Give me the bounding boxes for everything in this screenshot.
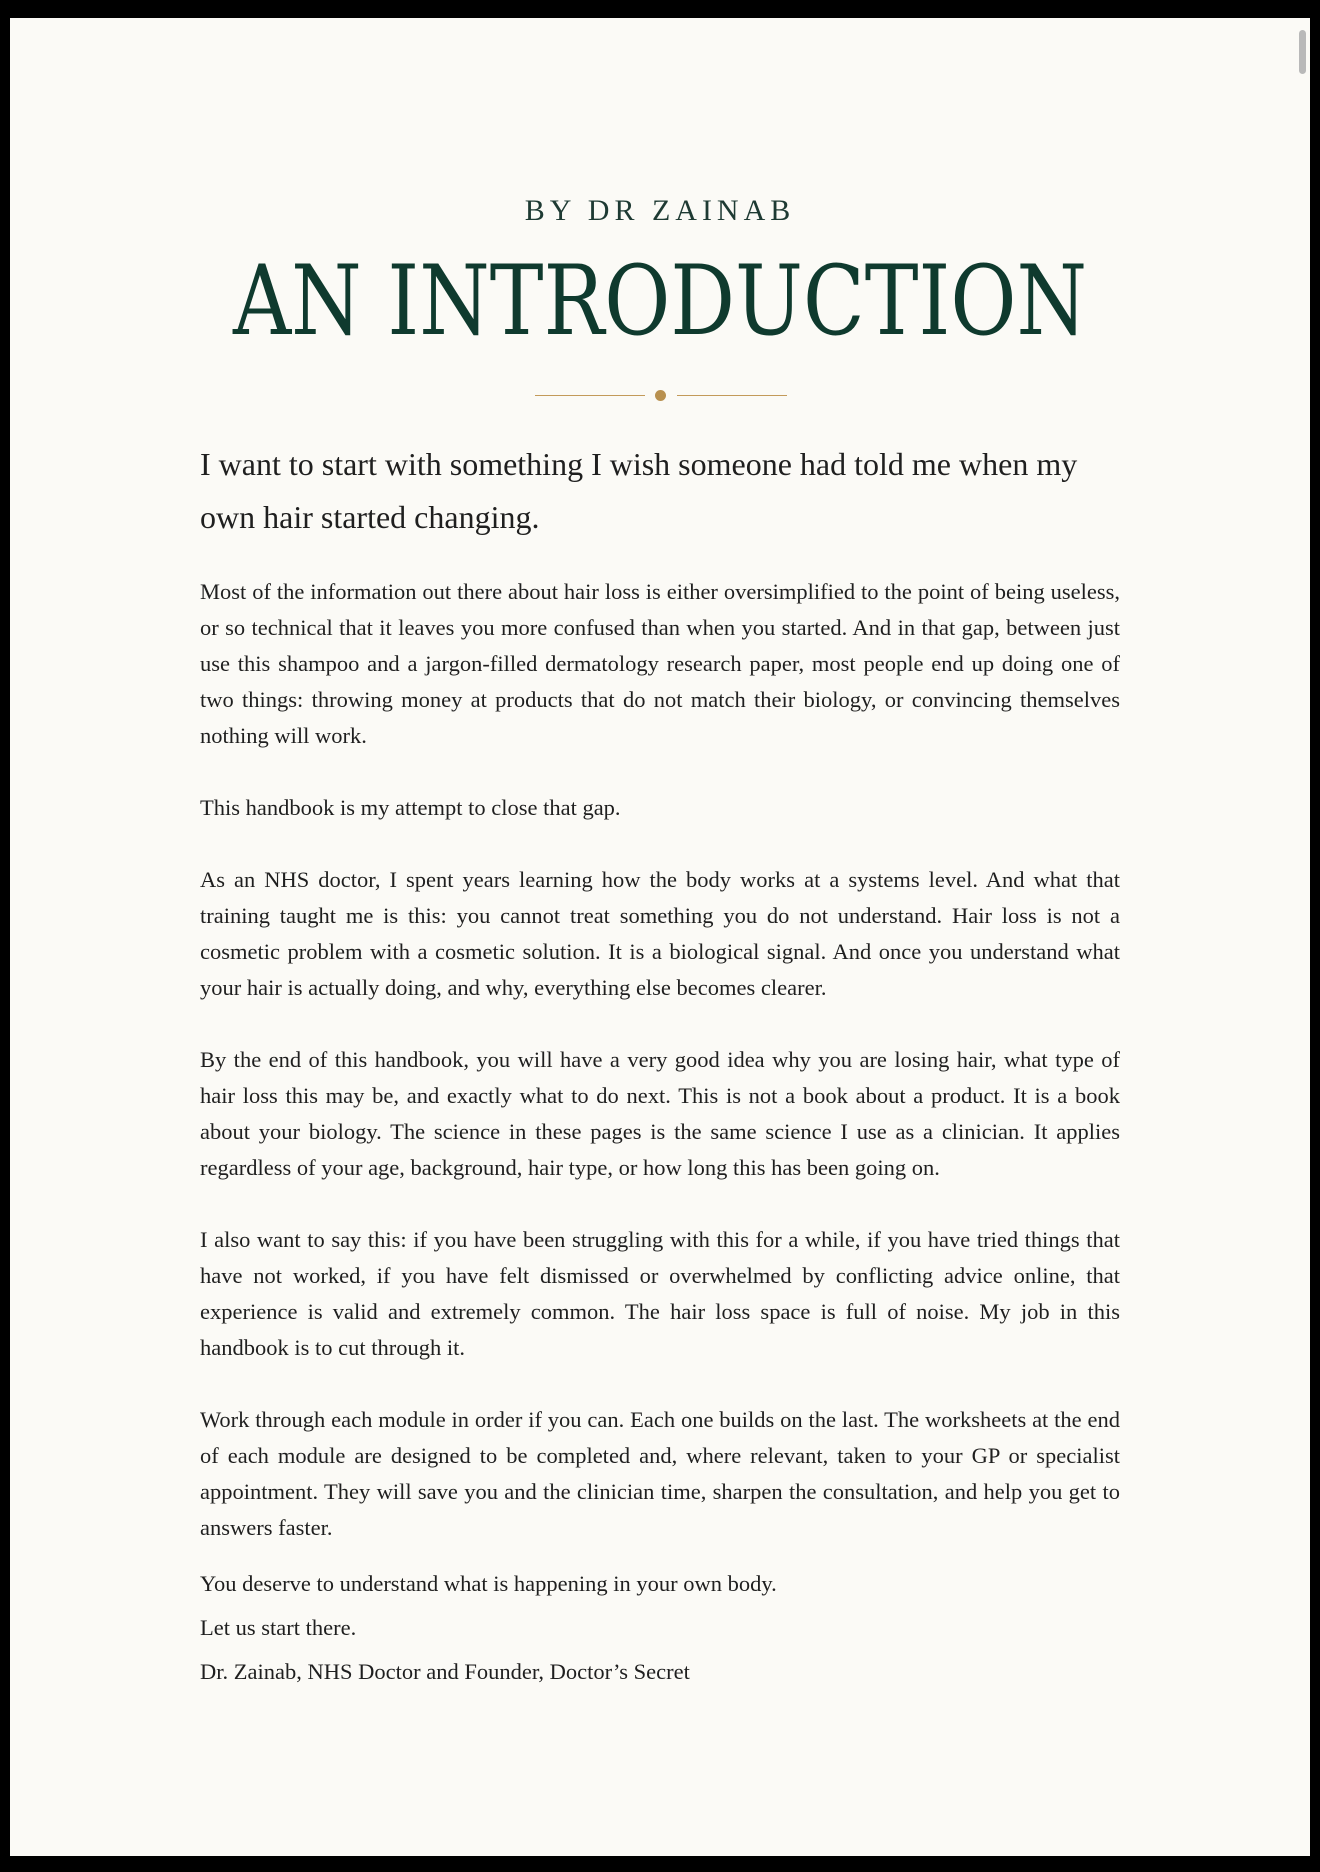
body-paragraph: I also want to say this: if you have been struggling with this for a while, if you have tried things that have not worked, if you have felt dismissed or overwhelmed by conflicting advice online, that experience is valid and extremely common. The hair loss space is full of noise. My job in this handbook is to cut through it. — [200, 1227, 1120, 1360]
author-signature: Dr. Zainab, NHS Doctor and Founder, Doctor’s Secret — [200, 1659, 690, 1684]
divider-dot-icon — [655, 390, 666, 401]
divider-line-left — [535, 395, 645, 396]
title-divider-ornament — [535, 389, 787, 403]
author-byline: BY DR ZAINAB — [524, 194, 796, 227]
body-paragraph: By the end of this handbook, you will have a very good idea why you are losing hair, what type of hair loss this may be, and exactly what to do next. This is not a book about a product. It is a book about your biology. The science in these pages is the same science I use as a clinician. It applies regardless of your age, background, hair type, or how long this has been going on. — [200, 1047, 1120, 1180]
document-page — [10, 18, 1310, 1856]
body-paragraph: As an NHS doctor, I spent years learning how the body works at a systems level. And what that training taught me is this: you cannot treat something you do not understand. Hair loss is not a cosmetic problem with a cosmetic solution. It is a biological signal. And once you understand what your hair is actually doing, and why, everything else becomes clearer. — [200, 867, 1120, 1000]
closing-line: You deserve to understand what is happening in your own body. — [200, 1571, 777, 1596]
page-title: AN INTRODUCTION — [232, 245, 1088, 357]
body-paragraph: This handbook is my attempt to close that gap. — [200, 795, 621, 820]
divider-line-right — [677, 395, 787, 396]
closing-line: Let us start there. — [200, 1615, 357, 1640]
lead-paragraph: I want to start with something I wish someone had told me when my own hair started changing. — [200, 446, 1078, 535]
body-paragraph: Work through each module in order if you can. Each one builds on the last. The worksheets at the end of each module are designed to be completed and, where relevant, taken to your GP or specialist appointment. They will save you and the clinician time, sharpen the consultation, and help you get to answers faster. — [200, 1407, 1120, 1540]
intro-body — [200, 438, 1120, 1690]
scrollbar-thumb[interactable] — [1299, 30, 1306, 74]
body-paragraph: Most of the information out there about hair loss is either oversimplified to the point of being useless, or so technical that it leaves you more confused than when you started. And in that gap, between just use this shampoo and a jargon-filled dermatology research paper, most people end up doing one of two things: throwing money at products that do not match their biology, or convincing themselves nothing will work. — [200, 579, 1120, 748]
